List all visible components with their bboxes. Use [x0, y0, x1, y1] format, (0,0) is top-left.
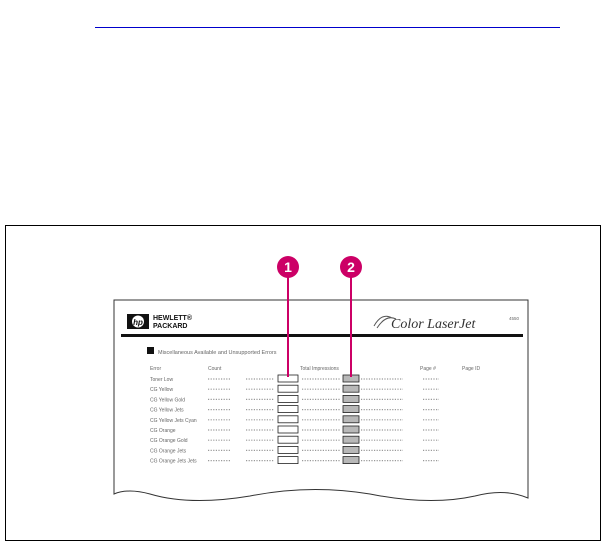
row-swatch-empty	[278, 406, 298, 413]
col-header-page: Page #	[420, 366, 436, 372]
row-label: Toner Low	[150, 377, 174, 383]
brand-line2: PACKARD	[153, 323, 188, 330]
row-label: CG Yellow Gold	[150, 397, 186, 404]
brand-line1: HEWLETT®	[153, 315, 192, 322]
row-swatch-gray	[343, 457, 359, 464]
callout-1-number: 1	[284, 259, 292, 275]
row-swatch-gray	[343, 426, 359, 433]
row-swatch-empty	[278, 436, 298, 443]
section-title: Miscellaneous Available and Unsupported Errors	[158, 350, 277, 356]
section-bullet	[147, 347, 154, 354]
row-swatch-gray	[343, 416, 359, 423]
product-name: Color LaserJet	[391, 317, 476, 332]
callout-1	[277, 256, 299, 278]
row-label: CG Orange Gold	[150, 438, 188, 445]
row-swatch-empty	[278, 457, 298, 464]
row-label: CG Orange	[150, 428, 176, 434]
row-swatch-empty	[278, 446, 298, 453]
row-swatch-empty	[278, 395, 298, 402]
hp-logo-mark: hp	[133, 318, 143, 327]
row-label: CG Orange Jets	[150, 448, 187, 455]
col-header-count: Count	[208, 366, 222, 372]
row-label: CG Orange Jets Jets	[150, 458, 197, 465]
row-swatch-gray	[343, 385, 359, 392]
row-swatch-gray	[343, 395, 359, 402]
row-swatch-gray	[343, 406, 359, 413]
row-swatch-empty	[278, 426, 298, 433]
row-label: CG Yellow Jets	[150, 407, 184, 414]
row-swatch-gray	[343, 446, 359, 453]
col-header-impressions: Total Impressions	[300, 366, 339, 372]
model-number: 4550	[509, 316, 520, 321]
hp-logo	[127, 314, 149, 329]
col-header-pageid: Page ID	[462, 366, 481, 372]
row-label: CG Yellow Jets Cyan	[150, 417, 197, 424]
row-label: CG Yellow	[150, 387, 174, 394]
row-swatch-empty	[278, 416, 298, 423]
page-header-rule	[121, 334, 523, 337]
col-header-error: Error	[150, 366, 162, 372]
callout-2	[340, 256, 362, 278]
callout-2-number: 2	[347, 259, 355, 275]
row-swatch-empty	[278, 385, 298, 392]
row-swatch-gray	[343, 436, 359, 443]
